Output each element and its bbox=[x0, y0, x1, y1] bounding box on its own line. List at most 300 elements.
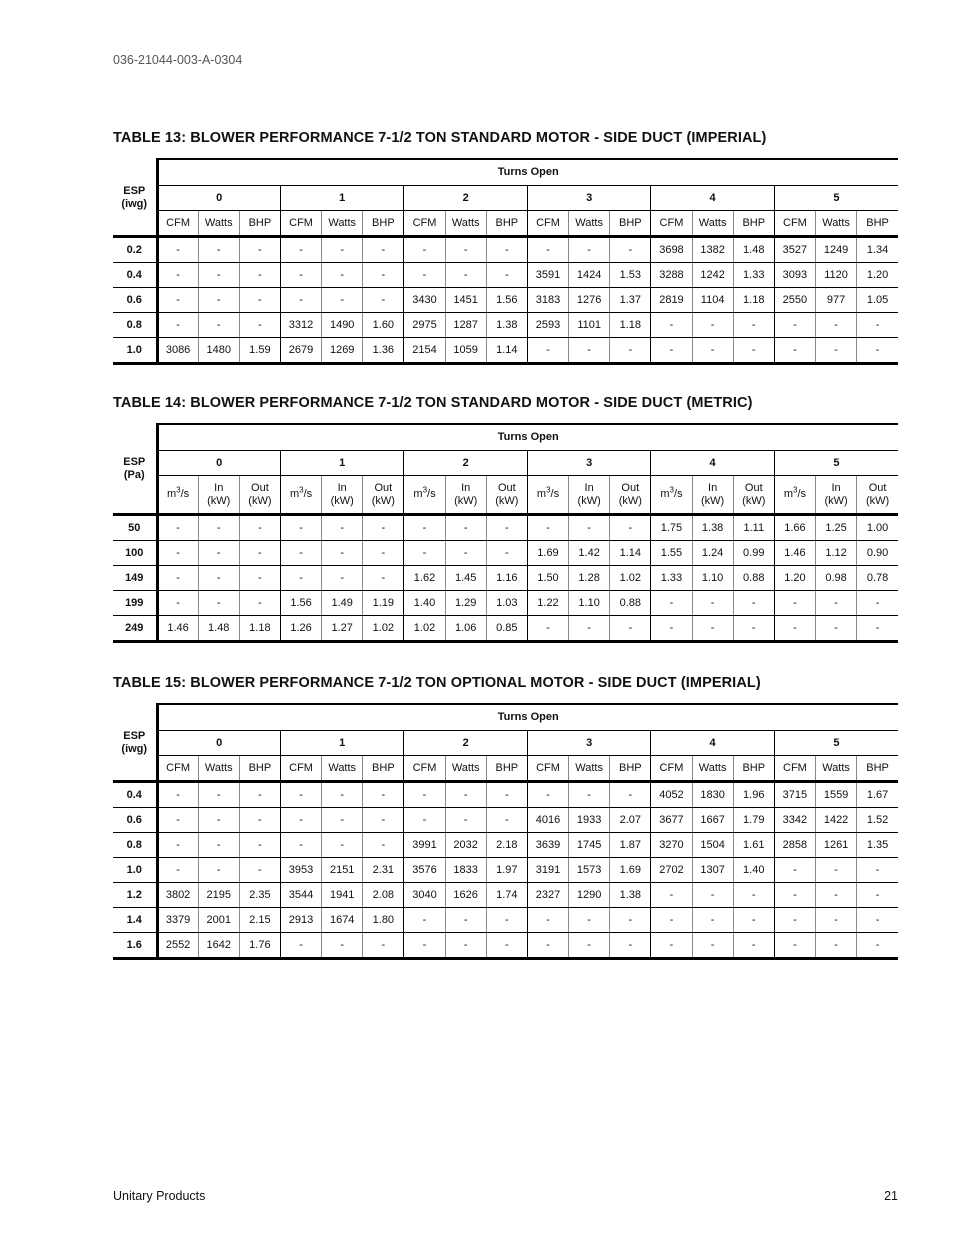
table-cell: - bbox=[733, 883, 774, 908]
table-row bbox=[113, 591, 898, 616]
table-cell: - bbox=[816, 933, 857, 959]
table-cell: - bbox=[610, 237, 651, 263]
table-cell: - bbox=[692, 908, 733, 933]
table-row bbox=[113, 338, 898, 364]
table-cell: 1.14 bbox=[486, 338, 527, 364]
table-cell: - bbox=[486, 515, 527, 541]
table-cell: - bbox=[610, 933, 651, 959]
table-cell: 1.42 bbox=[569, 541, 610, 566]
table-cell: 1.69 bbox=[527, 541, 568, 566]
table-cell: 1.10 bbox=[569, 591, 610, 616]
table-cell: - bbox=[157, 566, 198, 591]
esp-label: ESP bbox=[123, 729, 146, 742]
table-cell: 0.90 bbox=[857, 541, 898, 566]
table-15 bbox=[113, 703, 898, 960]
column-header: Out (kW) bbox=[239, 476, 280, 515]
page-number: 21 bbox=[884, 1189, 898, 1203]
column-header: BHP bbox=[239, 756, 280, 782]
table-cell: - bbox=[651, 616, 692, 642]
table-cell: 0.99 bbox=[733, 541, 774, 566]
table-cell: 1.02 bbox=[610, 566, 651, 591]
table-cell: - bbox=[774, 313, 815, 338]
table-cell: 1.18 bbox=[610, 313, 651, 338]
table-cell: - bbox=[733, 313, 774, 338]
table-cell: 1.80 bbox=[363, 908, 404, 933]
table-cell: - bbox=[198, 591, 239, 616]
table-cell: - bbox=[157, 288, 198, 313]
column-header: CFM bbox=[280, 756, 321, 782]
table-cell: 1.28 bbox=[569, 566, 610, 591]
table-cell: - bbox=[322, 288, 363, 313]
table-cell: - bbox=[651, 338, 692, 364]
table-cell: - bbox=[198, 515, 239, 541]
table-cell: 1.55 bbox=[651, 541, 692, 566]
table-cell: - bbox=[733, 616, 774, 642]
column-header: Out (kW) bbox=[733, 476, 774, 515]
table-cell: - bbox=[733, 933, 774, 959]
esp-value: 0.2 bbox=[113, 237, 157, 263]
table-cell: - bbox=[774, 338, 815, 364]
table-cell: 0.88 bbox=[610, 591, 651, 616]
table-cell: - bbox=[445, 237, 486, 263]
table-cell: - bbox=[527, 338, 568, 364]
table-cell: - bbox=[816, 883, 857, 908]
column-header: Out (kW) bbox=[363, 476, 404, 515]
table-cell: 1.62 bbox=[404, 566, 445, 591]
table-cell: - bbox=[239, 782, 280, 808]
table-14-title: TABLE 14: BLOWER PERFORMANCE 7-1/2 TON STANDARD MOTOR - SIDE DUCT (METRIC) bbox=[113, 395, 753, 411]
table-cell: - bbox=[322, 263, 363, 288]
column-header: Watts bbox=[322, 211, 363, 237]
table-cell: 1.52 bbox=[857, 808, 898, 833]
turn-number-1: 1 bbox=[280, 186, 403, 211]
table-cell: - bbox=[445, 263, 486, 288]
table-cell: 1287 bbox=[445, 313, 486, 338]
table-cell: - bbox=[857, 313, 898, 338]
table-cell: 2.08 bbox=[363, 883, 404, 908]
column-header: BHP bbox=[486, 211, 527, 237]
table-row bbox=[113, 288, 898, 313]
table-cell: - bbox=[486, 263, 527, 288]
table-cell: 1.10 bbox=[692, 566, 733, 591]
table-cell: - bbox=[198, 237, 239, 263]
esp-value: 0.4 bbox=[113, 782, 157, 808]
table-cell: 3953 bbox=[280, 858, 321, 883]
table-cell: 1.74 bbox=[486, 883, 527, 908]
table-cell: 1290 bbox=[569, 883, 610, 908]
table-cell: - bbox=[198, 858, 239, 883]
turn-number-3: 3 bbox=[527, 451, 650, 476]
table-cell: 1504 bbox=[692, 833, 733, 858]
column-header: Watts bbox=[816, 211, 857, 237]
table-cell: - bbox=[404, 908, 445, 933]
turn-number-2: 2 bbox=[404, 731, 527, 756]
header-row-turn-numbers bbox=[113, 731, 898, 756]
table-cell: 1.14 bbox=[610, 541, 651, 566]
table-cell: 1.46 bbox=[774, 541, 815, 566]
table-cell: 2001 bbox=[198, 908, 239, 933]
esp-label: ESP bbox=[123, 456, 146, 468]
table-cell: 1.50 bbox=[527, 566, 568, 591]
table-cell: - bbox=[157, 591, 198, 616]
column-header: Watts bbox=[198, 756, 239, 782]
turns-open-header: Turns Open bbox=[157, 159, 898, 186]
table-cell: - bbox=[774, 616, 815, 642]
table-cell: - bbox=[527, 515, 568, 541]
table-cell: - bbox=[239, 541, 280, 566]
table-cell: - bbox=[322, 515, 363, 541]
table-cell: - bbox=[857, 338, 898, 364]
table-cell: 1.05 bbox=[857, 288, 898, 313]
table-cell: 2327 bbox=[527, 883, 568, 908]
table-cell: - bbox=[404, 263, 445, 288]
table-cell: - bbox=[445, 908, 486, 933]
column-header: $m^3/s$ bbox=[404, 476, 445, 515]
table-cell: 0.88 bbox=[733, 566, 774, 591]
table-cell: 1.33 bbox=[733, 263, 774, 288]
table-row bbox=[113, 616, 898, 642]
header-row-turn-numbers bbox=[113, 451, 898, 476]
table-cell: - bbox=[774, 908, 815, 933]
header-row-turns bbox=[113, 159, 898, 186]
column-header: Watts bbox=[816, 756, 857, 782]
table-cell: 3802 bbox=[157, 883, 198, 908]
table-cell: - bbox=[857, 883, 898, 908]
table-cell: 1.56 bbox=[280, 591, 321, 616]
table-cell: - bbox=[857, 591, 898, 616]
table-cell: - bbox=[610, 338, 651, 364]
turn-number-5: 5 bbox=[774, 186, 898, 211]
table-cell: 1.60 bbox=[363, 313, 404, 338]
table-cell: 1249 bbox=[816, 237, 857, 263]
table-row bbox=[113, 808, 898, 833]
table-13-title: TABLE 13: BLOWER PERFORMANCE 7-1/2 TON STANDARD MOTOR - SIDE DUCT (IMPERIAL) bbox=[113, 130, 767, 146]
table-cell: - bbox=[363, 541, 404, 566]
table-cell: 3288 bbox=[651, 263, 692, 288]
table-cell: 1.76 bbox=[239, 933, 280, 959]
table-cell: 2679 bbox=[280, 338, 321, 364]
table-cell: - bbox=[774, 933, 815, 959]
table-cell: - bbox=[486, 782, 527, 808]
esp-value: 0.8 bbox=[113, 833, 157, 858]
table-cell: - bbox=[651, 883, 692, 908]
table-cell: 1104 bbox=[692, 288, 733, 313]
table-cell: 1.20 bbox=[857, 263, 898, 288]
table-cell: 1.75 bbox=[651, 515, 692, 541]
turn-number-1: 1 bbox=[280, 731, 403, 756]
table-cell: - bbox=[239, 566, 280, 591]
table-cell: - bbox=[445, 515, 486, 541]
table-cell: 1276 bbox=[569, 288, 610, 313]
turn-number-4: 4 bbox=[651, 731, 774, 756]
table-cell: 1674 bbox=[322, 908, 363, 933]
table-cell: - bbox=[486, 808, 527, 833]
table-cell: 2.35 bbox=[239, 883, 280, 908]
column-header: BHP bbox=[610, 756, 651, 782]
esp-label: ESP bbox=[123, 184, 146, 197]
column-header: Out (kW) bbox=[486, 476, 527, 515]
table-cell: - bbox=[239, 288, 280, 313]
esp-value: 149 bbox=[113, 566, 157, 591]
column-header: Out (kW) bbox=[610, 476, 651, 515]
table-cell: - bbox=[198, 313, 239, 338]
column-header: CFM bbox=[774, 756, 815, 782]
table-cell: 3342 bbox=[774, 808, 815, 833]
table-row bbox=[113, 237, 898, 263]
table-cell: 1422 bbox=[816, 808, 857, 833]
table-row bbox=[113, 515, 898, 541]
esp-value: 50 bbox=[113, 515, 157, 541]
table-cell: - bbox=[569, 515, 610, 541]
table-cell: 2195 bbox=[198, 883, 239, 908]
table-cell: 1490 bbox=[322, 313, 363, 338]
table-cell: 3527 bbox=[774, 237, 815, 263]
table-cell: - bbox=[857, 616, 898, 642]
column-header: CFM bbox=[527, 211, 568, 237]
table-row bbox=[113, 782, 898, 808]
table-cell: 1.66 bbox=[774, 515, 815, 541]
table-cell: 1.22 bbox=[527, 591, 568, 616]
table-cell: 3576 bbox=[404, 858, 445, 883]
table-cell: - bbox=[239, 313, 280, 338]
table-cell: - bbox=[363, 263, 404, 288]
table-cell: 4016 bbox=[527, 808, 568, 833]
table-cell: 1933 bbox=[569, 808, 610, 833]
table-cell: - bbox=[322, 808, 363, 833]
turn-number-0: 0 bbox=[157, 186, 280, 211]
table-cell: 1559 bbox=[816, 782, 857, 808]
column-header: BHP bbox=[857, 756, 898, 782]
turn-number-0: 0 bbox=[157, 731, 280, 756]
column-header: BHP bbox=[733, 756, 774, 782]
table-cell: - bbox=[404, 808, 445, 833]
table-cell: - bbox=[322, 782, 363, 808]
table-cell: - bbox=[198, 288, 239, 313]
table-cell: 1830 bbox=[692, 782, 733, 808]
table-cell: 1.38 bbox=[692, 515, 733, 541]
table-cell: - bbox=[816, 591, 857, 616]
table-cell: 2550 bbox=[774, 288, 815, 313]
footer-publisher: Unitary Products bbox=[113, 1189, 206, 1203]
table-cell: - bbox=[527, 933, 568, 959]
table-cell: - bbox=[404, 237, 445, 263]
column-header: Watts bbox=[322, 756, 363, 782]
column-header: BHP bbox=[610, 211, 651, 237]
table-cell: 3639 bbox=[527, 833, 568, 858]
table-row bbox=[113, 541, 898, 566]
table-cell: 1.24 bbox=[692, 541, 733, 566]
table-cell: 1.56 bbox=[486, 288, 527, 313]
table-cell: - bbox=[322, 566, 363, 591]
table-cell: - bbox=[157, 782, 198, 808]
esp-value: 1.0 bbox=[113, 338, 157, 364]
table-cell: 1.59 bbox=[239, 338, 280, 364]
table-row bbox=[113, 313, 898, 338]
table-row bbox=[113, 883, 898, 908]
esp-value: 199 bbox=[113, 591, 157, 616]
table-cell: 1.53 bbox=[610, 263, 651, 288]
table-cell: - bbox=[157, 858, 198, 883]
table-cell: - bbox=[651, 933, 692, 959]
header-row-turns bbox=[113, 424, 898, 451]
table-cell: - bbox=[445, 933, 486, 959]
table-cell: - bbox=[404, 515, 445, 541]
esp-value: 249 bbox=[113, 616, 157, 642]
table-cell: - bbox=[445, 808, 486, 833]
table-cell: - bbox=[280, 833, 321, 858]
table-cell: 0.78 bbox=[857, 566, 898, 591]
table-cell: - bbox=[322, 237, 363, 263]
table-cell: - bbox=[322, 933, 363, 959]
column-header: Watts bbox=[692, 211, 733, 237]
table-cell: - bbox=[816, 908, 857, 933]
table-cell: - bbox=[404, 541, 445, 566]
table-cell: 1059 bbox=[445, 338, 486, 364]
table-cell: - bbox=[198, 808, 239, 833]
column-header: $m^3/s$ bbox=[280, 476, 321, 515]
table-cell: 1269 bbox=[322, 338, 363, 364]
table-cell: - bbox=[280, 541, 321, 566]
table-cell: 1.96 bbox=[733, 782, 774, 808]
esp-value: 1.2 bbox=[113, 883, 157, 908]
table-cell: - bbox=[569, 933, 610, 959]
table-cell: 2819 bbox=[651, 288, 692, 313]
table-cell: 1451 bbox=[445, 288, 486, 313]
column-header: In (kW) bbox=[692, 476, 733, 515]
column-header: Watts bbox=[445, 211, 486, 237]
table-cell: 2552 bbox=[157, 933, 198, 959]
column-header: CFM bbox=[651, 756, 692, 782]
table-row bbox=[113, 933, 898, 959]
table-cell: - bbox=[816, 313, 857, 338]
table-cell: 1.61 bbox=[733, 833, 774, 858]
table-cell: 1.25 bbox=[816, 515, 857, 541]
table-cell: 3312 bbox=[280, 313, 321, 338]
column-header: In (kW) bbox=[322, 476, 363, 515]
turn-number-2: 2 bbox=[404, 186, 527, 211]
table-cell: - bbox=[774, 858, 815, 883]
table-cell: 1.69 bbox=[610, 858, 651, 883]
table-cell: 1.38 bbox=[486, 313, 527, 338]
table-cell: - bbox=[363, 566, 404, 591]
table-cell: 2.07 bbox=[610, 808, 651, 833]
table-cell: 1.11 bbox=[733, 515, 774, 541]
esp-value: 0.6 bbox=[113, 808, 157, 833]
table-cell: - bbox=[692, 313, 733, 338]
table-cell: - bbox=[527, 782, 568, 808]
esp-unit: (iwg) bbox=[121, 742, 148, 755]
esp-unit: (Pa) bbox=[123, 469, 145, 481]
table-cell: 1.49 bbox=[322, 591, 363, 616]
table-cell: 3379 bbox=[157, 908, 198, 933]
column-header: CFM bbox=[157, 756, 198, 782]
turn-number-4: 4 bbox=[651, 451, 774, 476]
table-cell: - bbox=[692, 933, 733, 959]
table-cell: - bbox=[239, 808, 280, 833]
table-cell: - bbox=[692, 616, 733, 642]
column-header: In (kW) bbox=[445, 476, 486, 515]
table-cell: - bbox=[569, 782, 610, 808]
column-header: BHP bbox=[363, 211, 404, 237]
table-cell: 1261 bbox=[816, 833, 857, 858]
column-header: BHP bbox=[486, 756, 527, 782]
table-cell: - bbox=[404, 933, 445, 959]
column-header: BHP bbox=[857, 211, 898, 237]
table-cell: 2.15 bbox=[239, 908, 280, 933]
table-cell: 1307 bbox=[692, 858, 733, 883]
table-cell: - bbox=[280, 566, 321, 591]
table-cell: 4052 bbox=[651, 782, 692, 808]
table-cell: 3544 bbox=[280, 883, 321, 908]
table-cell: 1.40 bbox=[404, 591, 445, 616]
turn-number-5: 5 bbox=[774, 451, 898, 476]
column-header: BHP bbox=[239, 211, 280, 237]
table-cell: - bbox=[280, 263, 321, 288]
table-cell: 0.85 bbox=[486, 616, 527, 642]
table-cell: 1.03 bbox=[486, 591, 527, 616]
table-cell: 1.79 bbox=[733, 808, 774, 833]
table-cell: 1.34 bbox=[857, 237, 898, 263]
table-cell: - bbox=[610, 782, 651, 808]
table-cell: 1.67 bbox=[857, 782, 898, 808]
table-cell: - bbox=[239, 833, 280, 858]
table-cell: 1.26 bbox=[280, 616, 321, 642]
column-header: $m^3/s$ bbox=[157, 476, 198, 515]
table-cell: 3591 bbox=[527, 263, 568, 288]
table-cell: - bbox=[280, 808, 321, 833]
header-row-columns bbox=[113, 756, 898, 782]
table-cell: 3270 bbox=[651, 833, 692, 858]
table-cell: 1.40 bbox=[733, 858, 774, 883]
table-cell: 3430 bbox=[404, 288, 445, 313]
table-cell: 1573 bbox=[569, 858, 610, 883]
table-cell: 3677 bbox=[651, 808, 692, 833]
table-cell: - bbox=[198, 782, 239, 808]
table-cell: - bbox=[733, 908, 774, 933]
column-header: CFM bbox=[651, 211, 692, 237]
table-cell: - bbox=[610, 616, 651, 642]
table-cell: 1.37 bbox=[610, 288, 651, 313]
turns-open-header: Turns Open bbox=[157, 424, 898, 451]
table-cell: 1.12 bbox=[816, 541, 857, 566]
table-cell: 1242 bbox=[692, 263, 733, 288]
table-cell: 1.97 bbox=[486, 858, 527, 883]
table-cell: - bbox=[651, 313, 692, 338]
column-header: Out (kW) bbox=[857, 476, 898, 515]
esp-value: 0.6 bbox=[113, 288, 157, 313]
table-cell: - bbox=[857, 933, 898, 959]
esp-header bbox=[113, 704, 157, 782]
table-cell: 1.38 bbox=[610, 883, 651, 908]
table-cell: - bbox=[239, 591, 280, 616]
column-header: In (kW) bbox=[198, 476, 239, 515]
table-cell: - bbox=[651, 591, 692, 616]
turn-number-3: 3 bbox=[527, 186, 650, 211]
table-cell: 2858 bbox=[774, 833, 815, 858]
table-cell: - bbox=[486, 908, 527, 933]
table-cell: - bbox=[198, 263, 239, 288]
table-cell: - bbox=[157, 263, 198, 288]
table-cell: - bbox=[363, 288, 404, 313]
table-cell: - bbox=[610, 908, 651, 933]
table-cell: 1.00 bbox=[857, 515, 898, 541]
table-cell: 1.02 bbox=[363, 616, 404, 642]
table-cell: 2032 bbox=[445, 833, 486, 858]
table-cell: - bbox=[322, 541, 363, 566]
table-cell: - bbox=[280, 933, 321, 959]
turn-number-0: 0 bbox=[157, 451, 280, 476]
column-header: In (kW) bbox=[569, 476, 610, 515]
